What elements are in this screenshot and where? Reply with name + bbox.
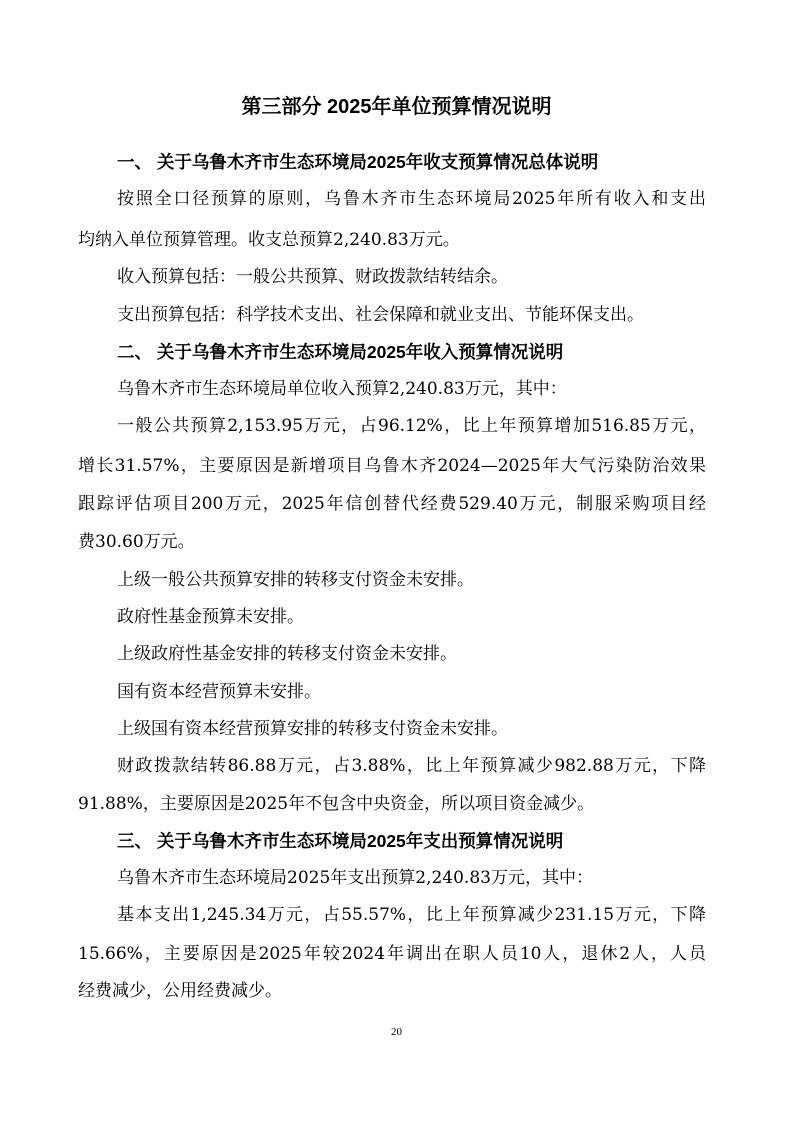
paragraph-line: 一般公共预算2,153.95万元，占96.12%，比上年预算增加516.85万元， bbox=[117, 416, 706, 436]
paragraph-line: 上级一般公共预算安排的转移支付资金未安排。 bbox=[117, 570, 474, 590]
document-title: 第三部分 2025年单位预算情况说明 bbox=[241, 96, 552, 118]
paragraph-line: 收入预算包括：一般公共预算、财政拨款结转结余。 bbox=[117, 267, 508, 287]
paragraph-line: 15.66%，主要原因是2025年较2024年调出在职人员10人，退休2人，人员 bbox=[78, 944, 706, 964]
paragraph-line: 经费减少，公用经费减少。 bbox=[78, 981, 282, 1001]
paragraph-line: 均纳入单位预算管理。收支总预算2,240.83万元。 bbox=[78, 230, 460, 250]
paragraph-line: 费30.60万元。 bbox=[78, 532, 195, 552]
paragraph-line: 乌鲁木齐市生态环境局单位收入预算2,240.83万元，其中： bbox=[117, 379, 567, 399]
section-heading-3: 三、 关于乌鲁木齐市生态环境局2025年支出预算情况说明 bbox=[117, 831, 564, 851]
paragraph-line: 跟踪评估项目200万元，2025年信创替代经费529.40万元，制服采购项目经 bbox=[78, 494, 706, 514]
paragraph-line: 财政拨款结转86.88万元，占3.88%，比上年预算减少982.88万元，下降 bbox=[117, 756, 706, 776]
section-heading-1: 一、 关于乌鲁木齐市生态环境局2025年收支预算情况总体说明 bbox=[117, 152, 599, 172]
paragraph-line: 91.88%，主要原因是2025年不包含中央资金，所以项目资金减少。 bbox=[78, 794, 595, 814]
page-number: 20 bbox=[391, 1026, 402, 1038]
section-heading-2: 二、 关于乌鲁木齐市生态环境局2025年收入预算情况说明 bbox=[117, 342, 564, 362]
paragraph-line: 上级国有资本经营预算安排的转移支付资金未安排。 bbox=[117, 719, 508, 739]
paragraph-line: 政府性基金预算未安排。 bbox=[117, 607, 304, 627]
paragraph-line: 增长31.57%，主要原因是新增项目乌鲁木齐2024—2025年大气污染防治效果 bbox=[78, 456, 706, 476]
paragraph-line: 基本支出1,245.34万元，占55.57%，比上年预算减少231.15万元，下降 bbox=[117, 905, 706, 925]
paragraph-line: 上级政府性基金安排的转移支付资金未安排。 bbox=[117, 644, 457, 664]
paragraph-line: 按照全口径预算的原则，乌鲁木齐市生态环境局2025年所有收入和支出 bbox=[117, 189, 706, 209]
paragraph-line: 支出预算包括：科学技术支出、社会保障和就业支出、节能环保支出。 bbox=[117, 305, 644, 325]
paragraph-line: 乌鲁木齐市生态环境局2025年支出预算2,240.83万元，其中： bbox=[117, 868, 593, 888]
paragraph-line: 国有资本经营预算未安排。 bbox=[117, 682, 321, 702]
